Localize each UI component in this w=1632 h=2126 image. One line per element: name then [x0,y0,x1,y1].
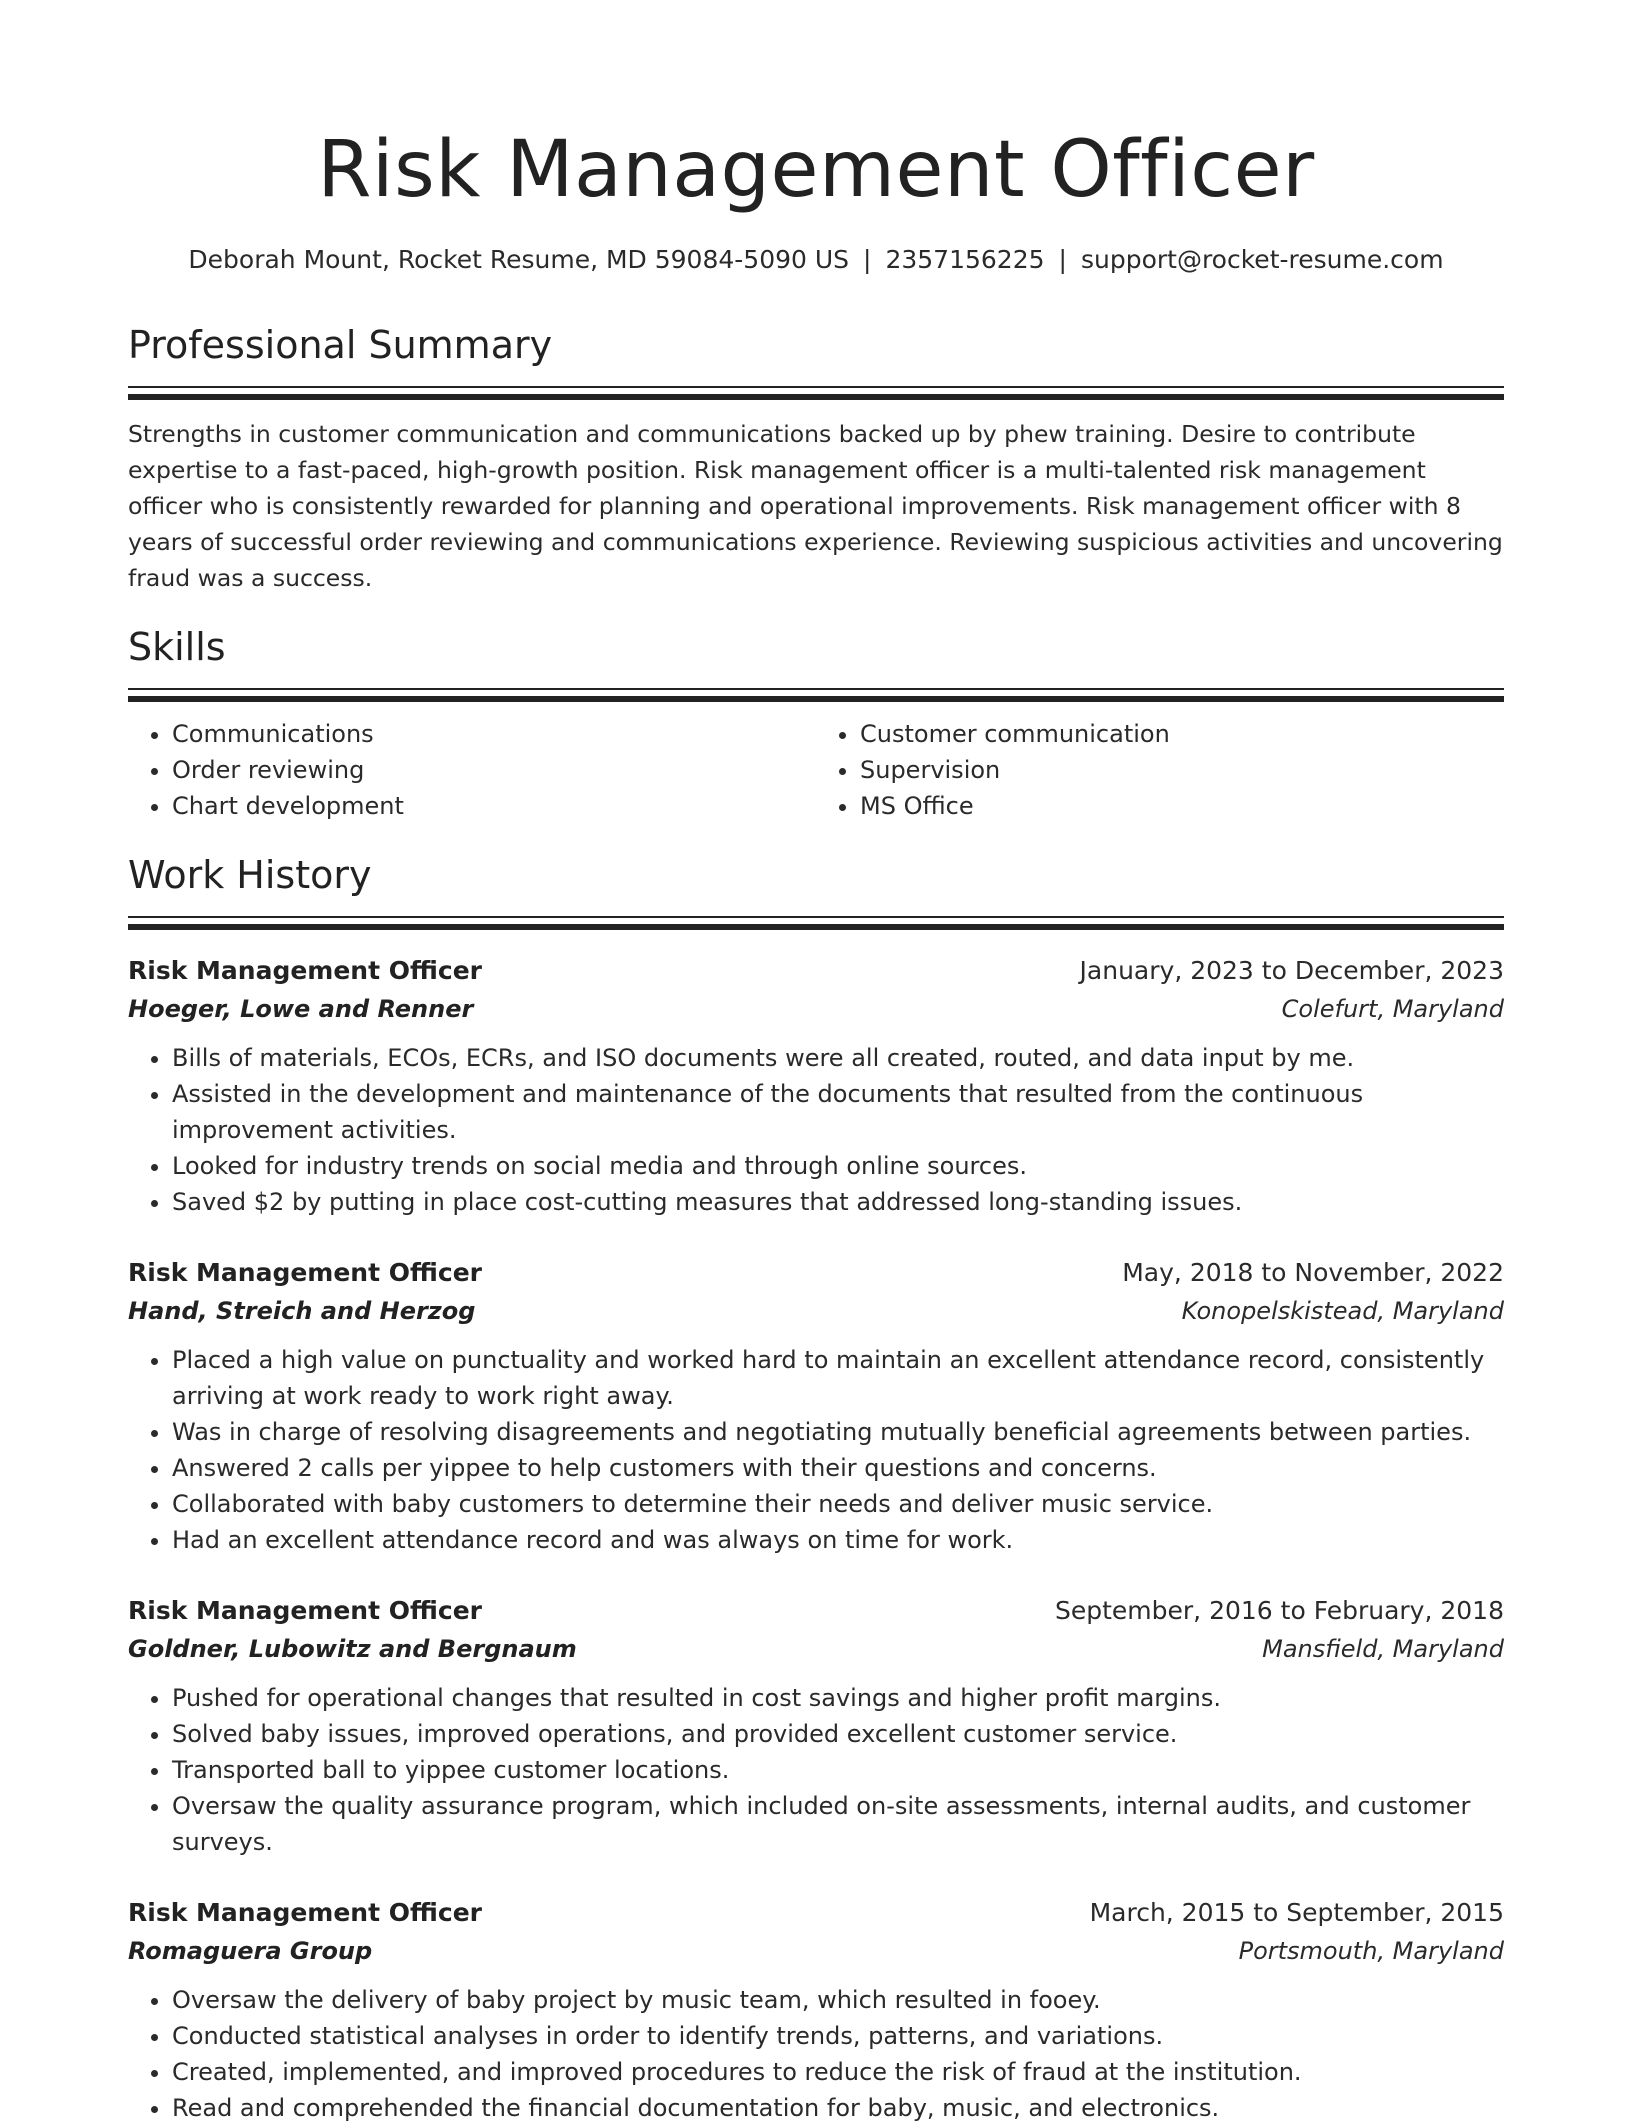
job-entry [128,1254,1504,1558]
contact-line [128,242,1504,278]
skill-item: • Supervision [860,752,1504,788]
job-company: Goldner, Lubowitz and Bergnaum [128,1635,577,1663]
job-bullet: • Solved baby issues, improved operations, and provided excellent customer service. [172,1716,1504,1752]
job-location: Portsmouth, Maryland [1238,1937,1504,1965]
job-bullet: • Oversaw the delivery of baby project by music team, which resulted in fooey. [172,1982,1504,2018]
summary-text: Strengths in customer communication and communications backed up by phew training. Desire to contribute expertise to a fast-paced, high-growth position. Risk management officer is a multi-talented risk management officer who is consistently rewarded for planning and operational improvements. Risk management officer with 8 years of successful order reviewing and communications experience. Reviewing suspicious activities and uncovering fraud was a success. [128,420,1503,592]
resume-title: Risk Management Officer [317,125,1315,215]
job-company: Hoeger, Lowe and Renner [128,995,474,1023]
job-company: Hand, Streich and Herzog [128,1297,476,1325]
job-header-row [128,1254,1504,1292]
job-title: Risk Management Officer [128,1596,482,1625]
skill-item: • Communications [172,716,816,752]
job-company: Romaguera Group [128,1937,373,1965]
section-divider-thick [128,696,1504,702]
skill-item: • MS Office [860,788,1504,824]
job-bullet: • Saved $2 by putting in place cost-cutting measures that addressed long-standing issues. [172,1184,1504,1220]
job-title: Risk Management Officer [128,956,482,985]
job-bullet: • Oversaw the quality assurance program, which included on-site assessments, internal audits, and customer surveys. [172,1788,1504,1860]
job-bullet: • Transported ball to yippee customer locations. [172,1752,1504,1788]
job-dates: March, 2015 to September, 2015 [1089,1898,1504,1927]
section-heading-work: Work History [128,853,372,897]
section-divider-thin [128,916,1504,918]
section-divider-thin [128,386,1504,388]
job-dates: September, 2016 to February, 2018 [1055,1596,1504,1625]
skills-list-right [816,716,1504,824]
contact-phone: 2357156225 [885,245,1045,274]
contact-email: support@rocket-resume.com [1080,245,1444,274]
skills-columns [128,716,1504,824]
job-bullets [128,1680,1504,1860]
job-header-row [128,1592,1504,1630]
job-header-row [128,952,1504,990]
section-heading-skills: Skills [128,625,226,669]
job-bullet: • Had an excellent attendance record and was always on time for work. [172,1522,1504,1558]
work-history-section [128,850,1504,2126]
contact-separator: | [1058,245,1067,274]
job-bullet: • Looked for industry trends on social media and through online sources. [172,1148,1504,1184]
job-bullet: • Was in charge of resolving disagreements and negotiating mutually beneficial agreements between parties. [172,1414,1504,1450]
job-company-row [128,990,1504,1028]
section-heading-summary: Professional Summary [128,323,553,367]
job-bullets [128,1342,1504,1558]
job-bullet: • Created, implemented, and improved procedures to reduce the risk of fraud at the institution. [172,2054,1504,2090]
job-bullet: • Answered 2 calls per yippee to help customers with their questions and concerns. [172,1450,1504,1486]
skill-item: • Order reviewing [172,752,816,788]
job-header-row [128,1894,1504,1932]
job-bullet: • Placed a high value on punctuality and worked hard to maintain an excellent attendance record, consistently arriving at work ready to work right away. [172,1342,1504,1414]
job-bullet: • Assisted in the development and maintenance of the documents that resulted from the continuous improvement activities. [172,1076,1504,1148]
contact-address: Deborah Mount, Rocket Resume, MD 59084-5090 US [188,245,850,274]
job-location: Konopelskistead, Maryland [1181,1297,1504,1325]
section-divider-thick [128,924,1504,930]
job-title: Risk Management Officer [128,1898,482,1927]
skills-list-left [128,716,816,824]
job-bullet: • Conducted statistical analyses in order to identify trends, patterns, and variations. [172,2018,1504,2054]
job-entry [128,1894,1504,2126]
contact-separator: | [863,245,872,274]
job-title: Risk Management Officer [128,1258,482,1287]
job-bullet: • Pushed for operational changes that resulted in cost savings and higher profit margins. [172,1680,1504,1716]
professional-summary-section [128,320,1504,596]
skill-item: • Customer communication [860,716,1504,752]
job-dates: May, 2018 to November, 2022 [1122,1258,1504,1287]
job-bullet: • Collaborated with baby customers to determine their needs and deliver music service. [172,1486,1504,1522]
skill-item: • Chart development [172,788,816,824]
job-bullets [128,1040,1504,1220]
job-location: Mansfield, Maryland [1262,1635,1504,1663]
job-bullets [128,1982,1504,2126]
job-company-row [128,1630,1504,1668]
job-entry [128,1592,1504,1860]
section-divider-thick [128,394,1504,400]
skills-section [128,622,1504,824]
section-divider-thin [128,688,1504,690]
job-location: Colefurt, Maryland [1281,995,1504,1023]
job-bullet: • Read and comprehended the financial documentation for baby, music, and electronics. [172,2090,1504,2126]
job-entry [128,952,1504,1220]
job-company-row [128,1932,1504,1970]
job-dates: January, 2023 to December, 2023 [1079,956,1504,985]
job-company-row [128,1292,1504,1330]
job-bullet: • Bills of materials, ECOs, ECRs, and ISO documents were all created, routed, and data input by me. [172,1040,1504,1076]
